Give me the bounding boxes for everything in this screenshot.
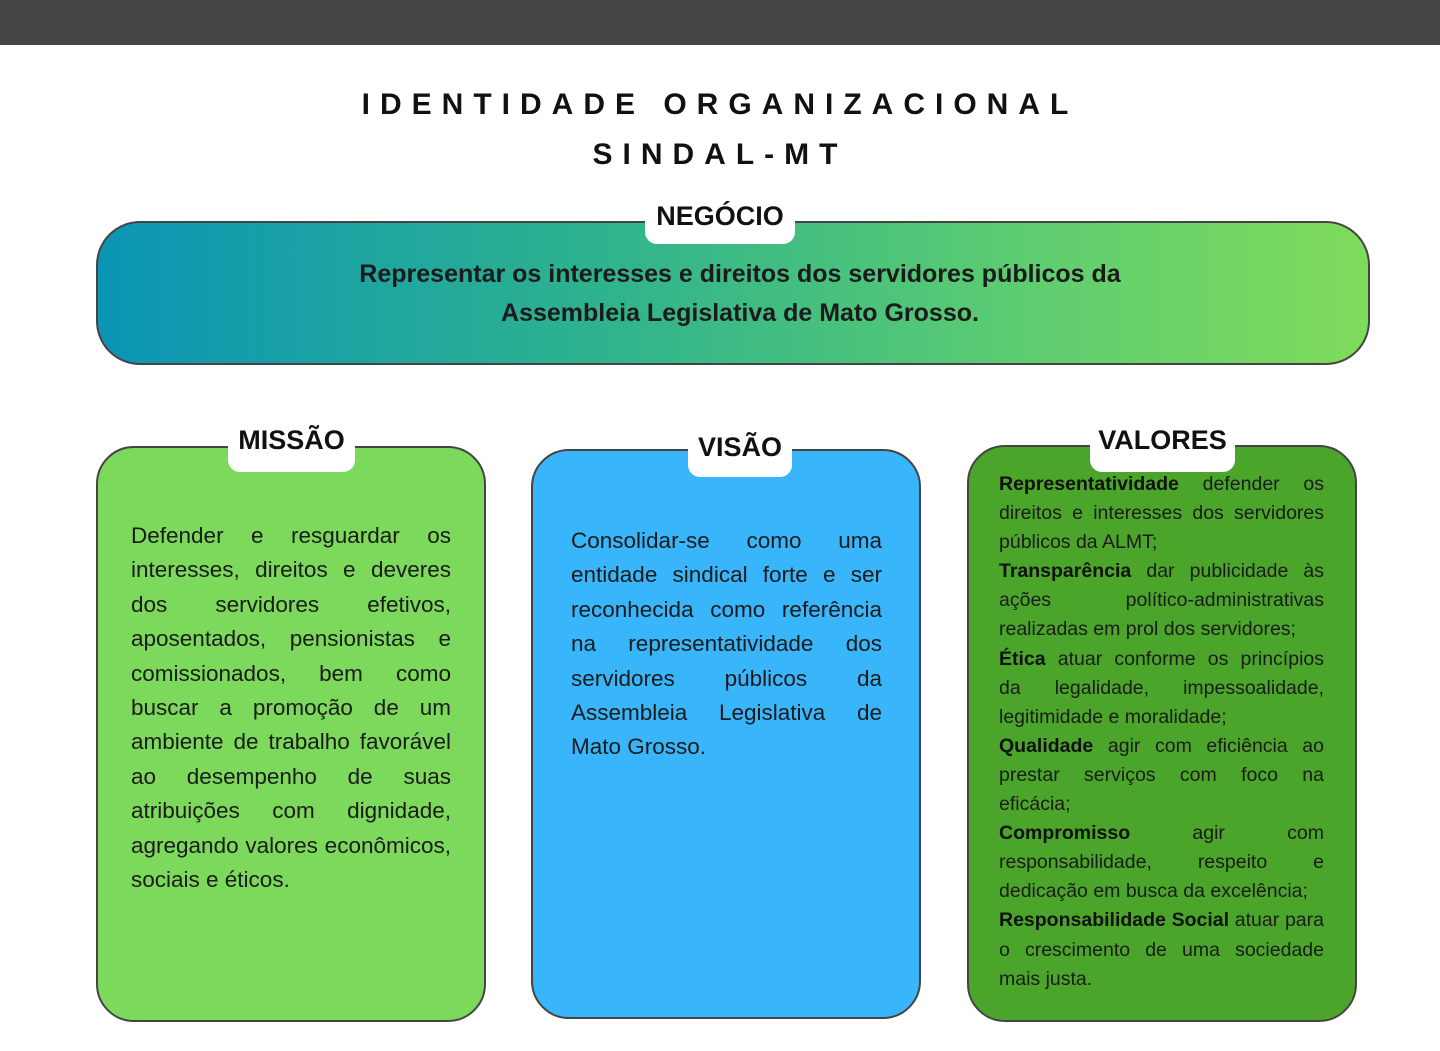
valor-item-etica xyxy=(999,645,1324,732)
valor-item-representatividade xyxy=(999,470,1324,557)
missao-label: MISSÃO xyxy=(228,418,355,472)
valor-item-transparencia xyxy=(999,557,1324,644)
visao-label: VISÃO xyxy=(688,425,792,477)
negocio-text xyxy=(260,255,1220,333)
valor-description: agir com eficiência ao prestar serviços com foco na eficácia; xyxy=(999,734,1324,816)
valor-name: Compromisso xyxy=(999,822,1131,845)
valor-item-qualidade xyxy=(999,732,1324,819)
valor-name: Qualidade xyxy=(999,734,1094,757)
valor-description: dar publicidade às ações político-administrativas realizadas em prol dos servidores; xyxy=(999,560,1324,641)
negocio-text-line1: Representar os interesses e direitos dos servidores públicos da xyxy=(359,260,1121,288)
valores-list xyxy=(999,470,1324,994)
valor-description: agir com responsabilidade, respeito e dedicação em busca da excelência; xyxy=(999,822,1324,903)
valores-label: VALORES xyxy=(1090,418,1235,472)
valor-name: Transparência xyxy=(999,560,1132,583)
valor-name: Representatividade xyxy=(999,473,1179,495)
page-title: IDENTIDADE ORGANIZACIONAL xyxy=(361,88,1079,121)
negocio-label: NEGÓCIO xyxy=(645,194,795,244)
valor-name: Responsabilidade Social xyxy=(999,909,1230,932)
top-bar xyxy=(0,0,1440,45)
negocio-text-line2: Assembleia Legislativa de Mato Grosso. xyxy=(501,299,979,327)
valor-description: defender os direitos e interesses dos servidores públicos da ALMT; xyxy=(999,473,1325,554)
page-subtitle: SINDAL-MT xyxy=(592,138,848,171)
valor-description: atuar para o crescimento de uma sociedade mais justa. xyxy=(999,909,1324,990)
missao-text: Defender e resguardar os interesses, direitos e deveres dos servidores efetivos, aposentados, pensionistas e comissionados, bem como buscar a promoção de um ambiente de trabalho favorável ao desempenho de suas atribuições com dignidade, agregando valores econômicos, sociais e éticos. xyxy=(131,523,451,893)
valor-item-compromisso xyxy=(999,819,1324,906)
valor-name: Ética xyxy=(999,647,1046,670)
valor-item-responsabilidade-social xyxy=(999,906,1324,993)
valor-description: atuar conforme os princípios da legalidade, impessoalidade, legitimidade e moralidade; xyxy=(999,647,1324,728)
visao-text: Consolidar-se como uma entidade sindical forte e ser reconhecida como referência na representatividade dos servidores públicos da Assembleia Legislativa de Mato Grosso. xyxy=(571,528,882,760)
